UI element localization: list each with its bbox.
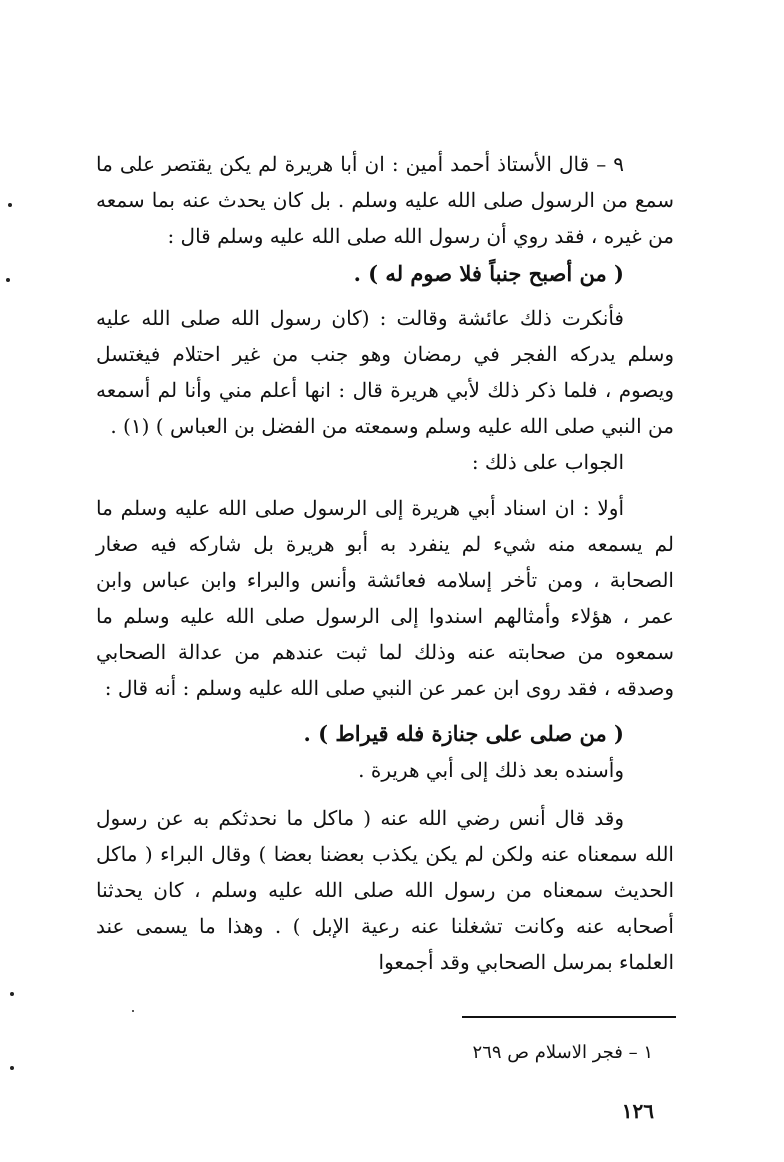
main-text: [96, 146, 674, 980]
footnote: ١ – فجر الاسلام ص ٢٦٩: [472, 1042, 653, 1063]
paragraph-first-answer: أولا : ان اسناد أبي هريرة إلى الرسول صلى الله عليه وسلم ما لم يسمعه منه شيء لم ينفرد به أبو هريرة بل شاركه فيه صغار الصحابة ، ومن تأخر إسلامه فعائشة وأنس والبراء وابن عباس وابن عمر ، هؤلاء وأمثالهم اسندوا إلى الرسول صلى الله عليه وسلم ما سمعوه من صحابته عنه وذلك لما ثبت عندهم من عدالة الصحابي وصدقه ، فقد روى ابن عمر عن النبي صلى الله عليه وسلم : أنه قال :: [96, 496, 674, 700]
paragraph-9-intro: ٩ – قال الأستاذ أحمد أمين : ان أبا هريرة لم يكن يقتصر على ما سمع من الرسول صلى الله عليه وسلم . بل كان يحدث عنه بما سمعه من غيره ، فقد روي أن رسول الله صلى الله عليه وسلم قال :: [96, 152, 674, 248]
margin-speck: [6, 278, 10, 282]
margin-speck: [10, 1066, 14, 1070]
paragraph-anas-bara: وقد قال أنس رضي الله عنه ( ماكل ما نحدثكم به عن رسول الله سمعناه عنه ولكن لم يكن يكذب بعضنا بعضا ) وقال البراء ( ماكل الحديث سمعناه من رسول الله صلى الله عليه وسلم ، كان يحدثنا أصحابه عنه وكانت تشغلنا عنه رعية الإبل ) . وهذا ما يسمى عند العلماء بمرسل الصحابي وقد أجمعوا: [96, 806, 674, 974]
hadith-quote-1: ( من أصبح جنباً فلا صوم له ) .: [353, 261, 624, 286]
paragraph-aisha-objection: فأنكرت ذلك عائشة وقالت : (كان رسول الله صلى الله عليه وسلم يدركه الفجر في رمضان وهو جنب من غير احتلام فيغتسل ويصوم ، فلما ذكر ذلك لأبي هريرة قال : انها أعلم مني وأنا لم أسمعه من النبي صلى الله عليه وسلم وسمعته من الفضل بن العباس ) (١) .: [96, 306, 674, 438]
footnote-divider: [462, 1016, 676, 1018]
paragraph-attribution: وأسنده بعد ذلك إلى أبي هريرة .: [358, 758, 624, 782]
page-number: ١٢٦: [621, 1099, 654, 1123]
hadith-quote-2: ( من صلى على جنازة فله قيراط ) .: [303, 721, 624, 746]
margin-speck: [8, 203, 12, 207]
margin-speck: [10, 992, 14, 996]
answer-heading: الجواب على ذلك :: [471, 450, 624, 474]
margin-speck: [132, 1010, 134, 1012]
